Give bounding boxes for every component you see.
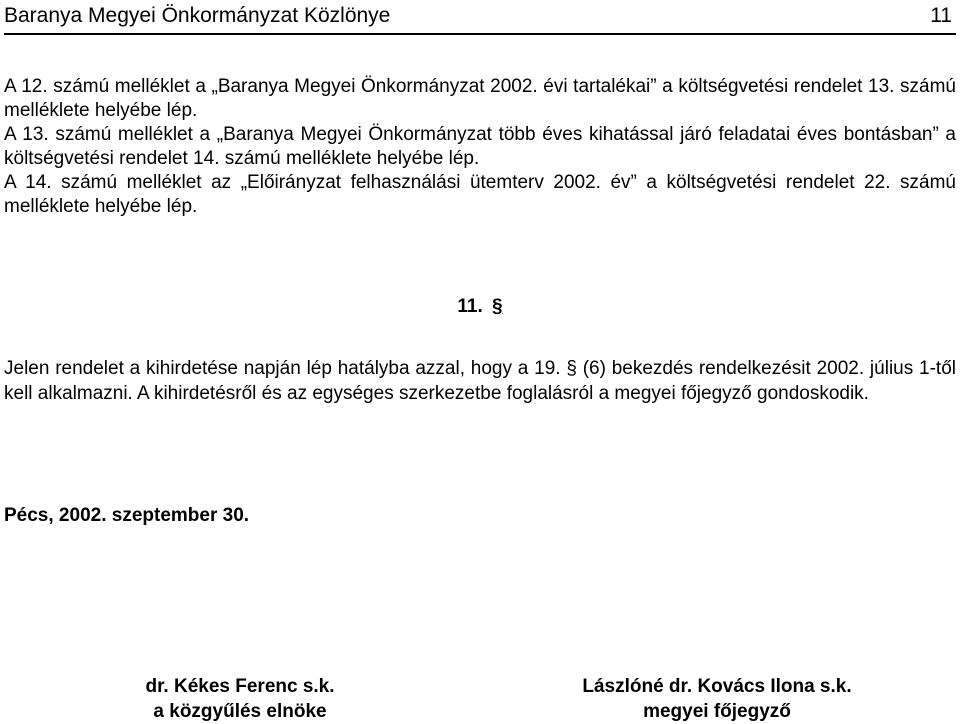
signatory-role: megyei főjegyző <box>643 701 791 722</box>
page-header <box>4 2 956 35</box>
section-symbol: § <box>492 296 503 317</box>
effective-clause-paragraph: Jelen rendelet a kihirdetése napján lép hatályba azzal, hogy a 19. § (6) bekezdés rendelkezésit 2002. július 1-től kell alkalmazni. A kihirdetésről és az egységes szerkezetbe foglalásról a megyei főjegyző gondoskodik. <box>4 358 956 404</box>
paragraph-annex-14: A 14. számú melléklet az „Előirányzat felhasználási ütemterv 2002. év” a költségvetési rendelet 22. számú melléklete helyébe lép. <box>4 172 956 217</box>
signature-block-notary <box>547 674 887 724</box>
signatory-role: a közgyűlés elnöke <box>153 701 327 722</box>
section-heading <box>0 296 960 318</box>
place-and-date: Pécs, 2002. szeptember 30. <box>4 505 250 526</box>
signatory-name: Lászlóné dr. Kovács Ilona s.k. <box>582 676 852 697</box>
signatory-name: dr. Kékes Ferenc s.k. <box>145 676 335 697</box>
signature-block-chairman <box>70 674 410 724</box>
page-number: 11 <box>930 4 952 27</box>
section-number: 11. <box>457 296 483 317</box>
publication-title: Baranya Megyei Önkormányzat Közlönye <box>4 4 391 27</box>
paragraph-annex-12: A 12. számú melléklet a „Baranya Megyei Önkormányzat 2002. évi tartalékai” a költségvetési rendelet 13. számú melléklete helyébe lép. <box>4 76 956 121</box>
paragraph-annex-13: A 13. számú melléklet a „Baranya Megyei Önkormányzat több éves kihatással járó feladatai éves bontásban” a költségvetési rendelet 14. számú melléklete helyébe lép. <box>4 124 956 169</box>
